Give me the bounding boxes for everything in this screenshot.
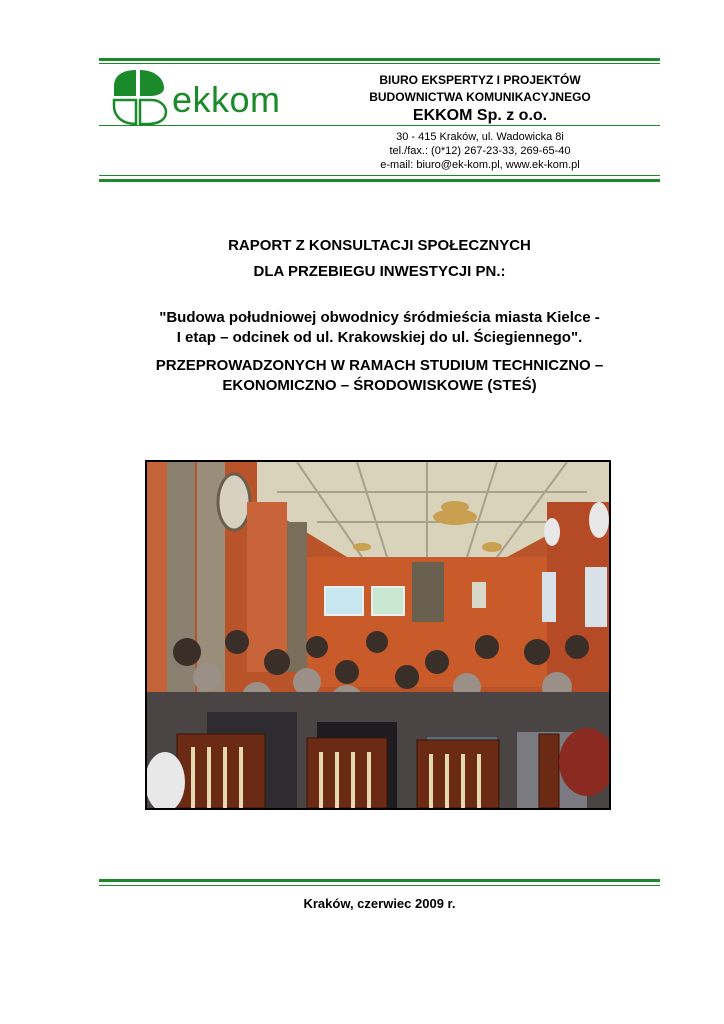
- footer-rule-thin: [99, 885, 660, 886]
- company-address: 30 - 415 Kraków, ul. Wadowicka 8i: [396, 131, 564, 143]
- footer-rule: [99, 879, 660, 882]
- project-name-line-1: "Budowa południowej obwodnicy śródmieścia miasta Kielce -: [159, 309, 600, 326]
- header-top-rule: [99, 58, 660, 61]
- company-line-1: BIURO EKSPERTYZ I PROJEKTÓW: [379, 73, 581, 87]
- company-name: EKKOM Sp. z o.o.: [412, 107, 548, 124]
- consultation-hall-photo: [145, 460, 611, 810]
- study-name-line-2: EKONOMICZNO – ŚRODOWISKOWE (STEŚ): [222, 377, 537, 394]
- study-name-line-1: PRZEPROWADZONYCH W RAMACH STUDIUM TECHNICZNO –: [155, 357, 604, 374]
- header-middle-rule: [99, 125, 660, 126]
- header-top-rule-thin: [99, 63, 660, 64]
- report-title-line-2: DLA PRZEBIEGU INWESTYCJI PN.:: [253, 263, 506, 280]
- header-bottom-rule: [99, 179, 660, 182]
- report-title-line-1: RAPORT Z KONSULTACJI SPOŁECZNYCH: [228, 237, 531, 254]
- company-email-web: e-mail: biuro@ek-kom.pl, www.ek-kom.pl: [380, 159, 580, 171]
- company-line-2: BUDOWNICTWA KOMUNIKACYJNEGO: [369, 90, 591, 104]
- place-and-date: Kraków, czerwiec 2009 r.: [303, 896, 456, 911]
- logo-wordmark: ekkom: [172, 79, 281, 120]
- company-phone: tel./fax.: (0*12) 267-23-33, 269-65-40: [389, 145, 571, 157]
- project-name-line-2: I etap – odcinek od ul. Krakowskiej do ul. Ściegiennego".: [176, 329, 583, 346]
- header-bottom-rule-thin: [99, 175, 660, 176]
